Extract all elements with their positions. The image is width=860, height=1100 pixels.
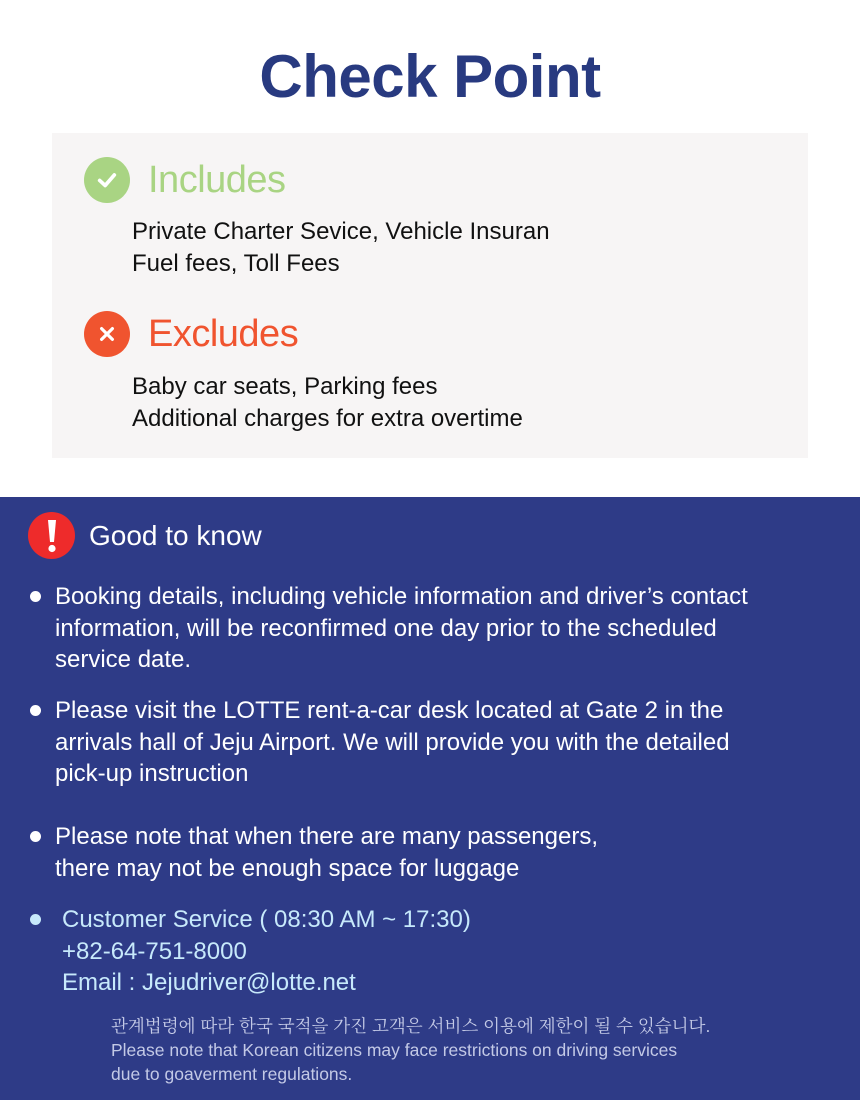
bullet-dot bbox=[30, 914, 41, 925]
list-item-line: Please note that when there are many passengers, bbox=[55, 823, 598, 850]
includes-list bbox=[132, 216, 550, 280]
list-item-text bbox=[55, 695, 845, 790]
good-to-know-label: Good to know bbox=[89, 519, 262, 551]
exclamation-icon bbox=[28, 512, 75, 559]
includes-header bbox=[84, 157, 286, 203]
excludes-line: Baby car seats, Parking fees bbox=[132, 373, 438, 400]
list-item-text bbox=[55, 821, 845, 884]
bullet-dot bbox=[30, 591, 41, 602]
list-item-line: service date. bbox=[55, 646, 192, 673]
list-item-line: Booking details, including vehicle information and driver’s contact bbox=[55, 583, 748, 610]
customer-service-phone: +82-64-751-8000 bbox=[62, 937, 247, 965]
includes-label: Includes bbox=[148, 158, 286, 201]
excludes-label: Excludes bbox=[148, 312, 299, 355]
list-item-line: arrivals hall of Jeju Airport. We will provide you with the detailed bbox=[55, 728, 730, 756]
good-to-know-panel bbox=[0, 497, 860, 1100]
check-icon bbox=[84, 157, 130, 203]
customer-service-email: Email : Jejudriver@lotte.net bbox=[62, 969, 356, 996]
list-item-line: information, will be reconfirmed one day prior to the scheduled bbox=[55, 614, 717, 642]
x-icon bbox=[84, 311, 130, 357]
check-point-box bbox=[52, 133, 808, 458]
restriction-notice bbox=[111, 1014, 710, 1086]
good-to-know-header bbox=[28, 512, 262, 559]
notice-line: due to goaverment regulations. bbox=[111, 1064, 353, 1084]
bullet-dot bbox=[30, 831, 41, 842]
excludes-list bbox=[132, 371, 523, 435]
list-item-line: Please visit the LOTTE rent-a-car desk located at Gate 2 in the bbox=[55, 697, 724, 724]
customer-service-text bbox=[62, 904, 852, 999]
list-item-line: there may not be enough space for luggage bbox=[55, 854, 520, 882]
list-item-text bbox=[55, 581, 845, 676]
customer-service-hours: Customer Service ( 08:30 AM ~ 17:30) bbox=[62, 906, 471, 933]
includes-line: Fuel fees, Toll Fees bbox=[132, 250, 340, 277]
excludes-header bbox=[84, 311, 298, 357]
excludes-line: Additional charges for extra overtime bbox=[132, 405, 523, 432]
includes-line: Private Charter Sevice, Vehicle Insuran bbox=[132, 218, 550, 245]
notice-line: 관계법령에 따라 한국 국적을 가진 고객은 서비스 이용에 제한이 될 수 있습니다. bbox=[111, 1016, 711, 1036]
page-title: Check Point bbox=[259, 43, 601, 110]
notice-line: Please note that Korean citizens may face restrictions on driving services bbox=[111, 1040, 678, 1060]
bullet-dot bbox=[30, 705, 41, 716]
list-item-line: pick-up instruction bbox=[55, 760, 249, 787]
